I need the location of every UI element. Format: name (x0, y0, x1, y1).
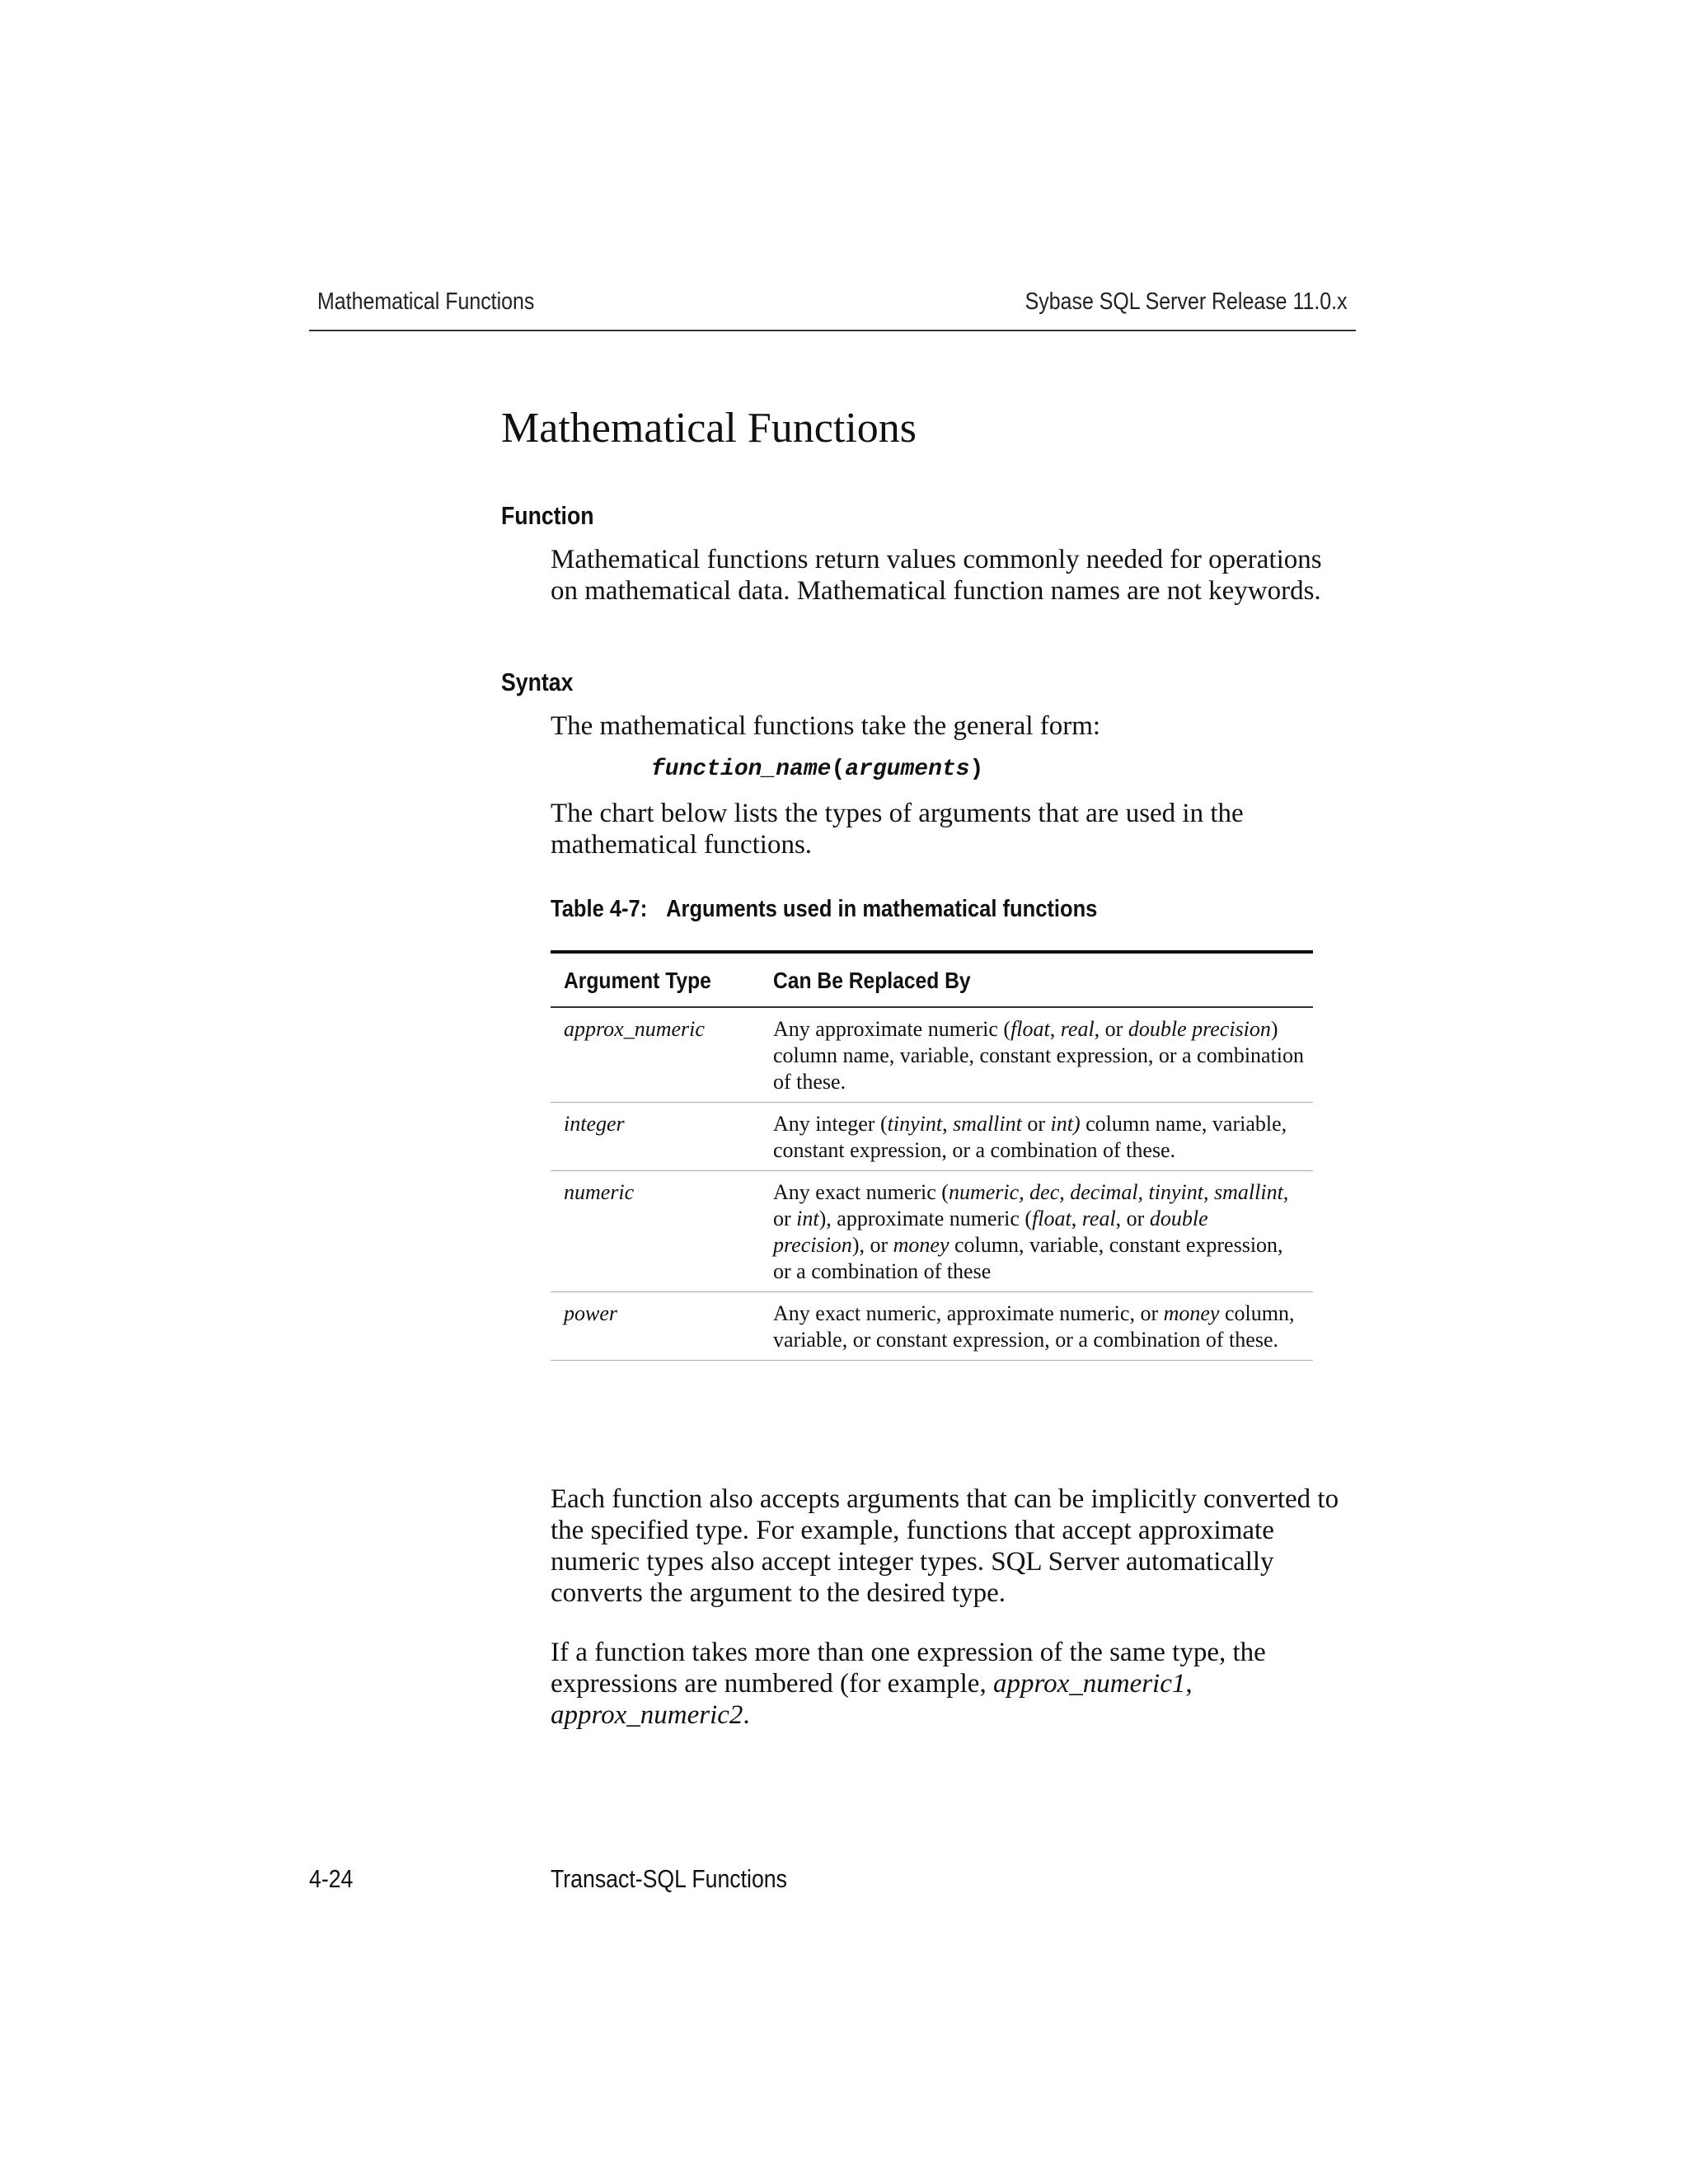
replacement-cell: Any exact numeric (numeric, dec, decimal, tinyint, smallint, or int), approximate numeric (float, real, or double precision), or money column, variable, constant expression, or a combination of these (773, 1180, 1289, 1283)
page-title: Mathematical Functions (501, 405, 917, 452)
header-product-release: Sybase SQL Server Release 11.0.x (1025, 288, 1348, 315)
replacement-cell: Any exact numeric, approximate numeric, or money column, variable, or constant expression, or a combination of these. (773, 1301, 1295, 1352)
replacement-cell: Any integer (tinyint, smallint or int) column name, variable, constant expression, or a combination of these. (773, 1112, 1287, 1162)
table-caption-title: Arguments used in mathematical functions (666, 896, 1098, 922)
closing-paragraph-2: If a function takes more than one expression of the same type, the expressions are numbered (for example, approx_numeric1, approx_numeric2. (551, 1638, 1266, 1730)
page-number: 4-24 (309, 1864, 354, 1893)
closing-paragraph-1: Each function also accepts arguments that can be implicitly converted to the specified type. For example, functions that accept approximate numeric types also accept integer types. SQL Server automatically converts the argument to the desired type. (551, 1484, 1339, 1608)
argument-type-cell: numeric (564, 1180, 635, 1204)
section-heading-syntax: Syntax (501, 668, 574, 696)
code-close-paren: ) (969, 757, 984, 782)
syntax-code (651, 757, 983, 782)
table-row (551, 1103, 1313, 1171)
argument-type-cell: approx_numeric (564, 1017, 705, 1041)
footer-section-title: Transact-SQL Functions (551, 1864, 787, 1893)
header-can-be-replaced-by: Can Be Replaced By (773, 968, 971, 993)
function-description: Mathematical functions return values commonly needed for operations on mathematical data. Mathematical function names are not keywords. (551, 545, 1322, 606)
example-arg-2: approx_numeric2 (551, 1700, 743, 1730)
syntax-intro: The mathematical functions take the general form: (551, 711, 1101, 741)
argument-type-cell: integer (564, 1112, 625, 1136)
running-header (309, 288, 1356, 331)
arguments-table (551, 950, 1313, 1361)
header-argument-type: Argument Type (564, 968, 711, 993)
argument-type-cell: power (564, 1301, 617, 1325)
table-header-row (551, 952, 1313, 1007)
table-row (551, 1292, 1313, 1361)
table-row (551, 1171, 1313, 1292)
table-row (551, 1007, 1313, 1103)
header-chapter-title: Mathematical Functions (317, 288, 535, 315)
code-function-name: function_name (651, 757, 832, 782)
chart-intro: The chart below lists the types of arguments that are used in the mathematical functions. (551, 799, 1244, 860)
replacement-cell: Any approximate numeric (float, real, or double precision) column name, variable, constant expression, or a combination of these. (773, 1017, 1305, 1094)
code-open-paren: ( (831, 757, 846, 782)
table-caption-number: Table 4-7: (551, 896, 648, 922)
example-arg-1: approx_numeric1 (992, 1669, 1186, 1699)
section-heading-function: Function (501, 501, 594, 530)
table-caption (551, 896, 1097, 923)
code-arguments: arguments (845, 757, 970, 782)
